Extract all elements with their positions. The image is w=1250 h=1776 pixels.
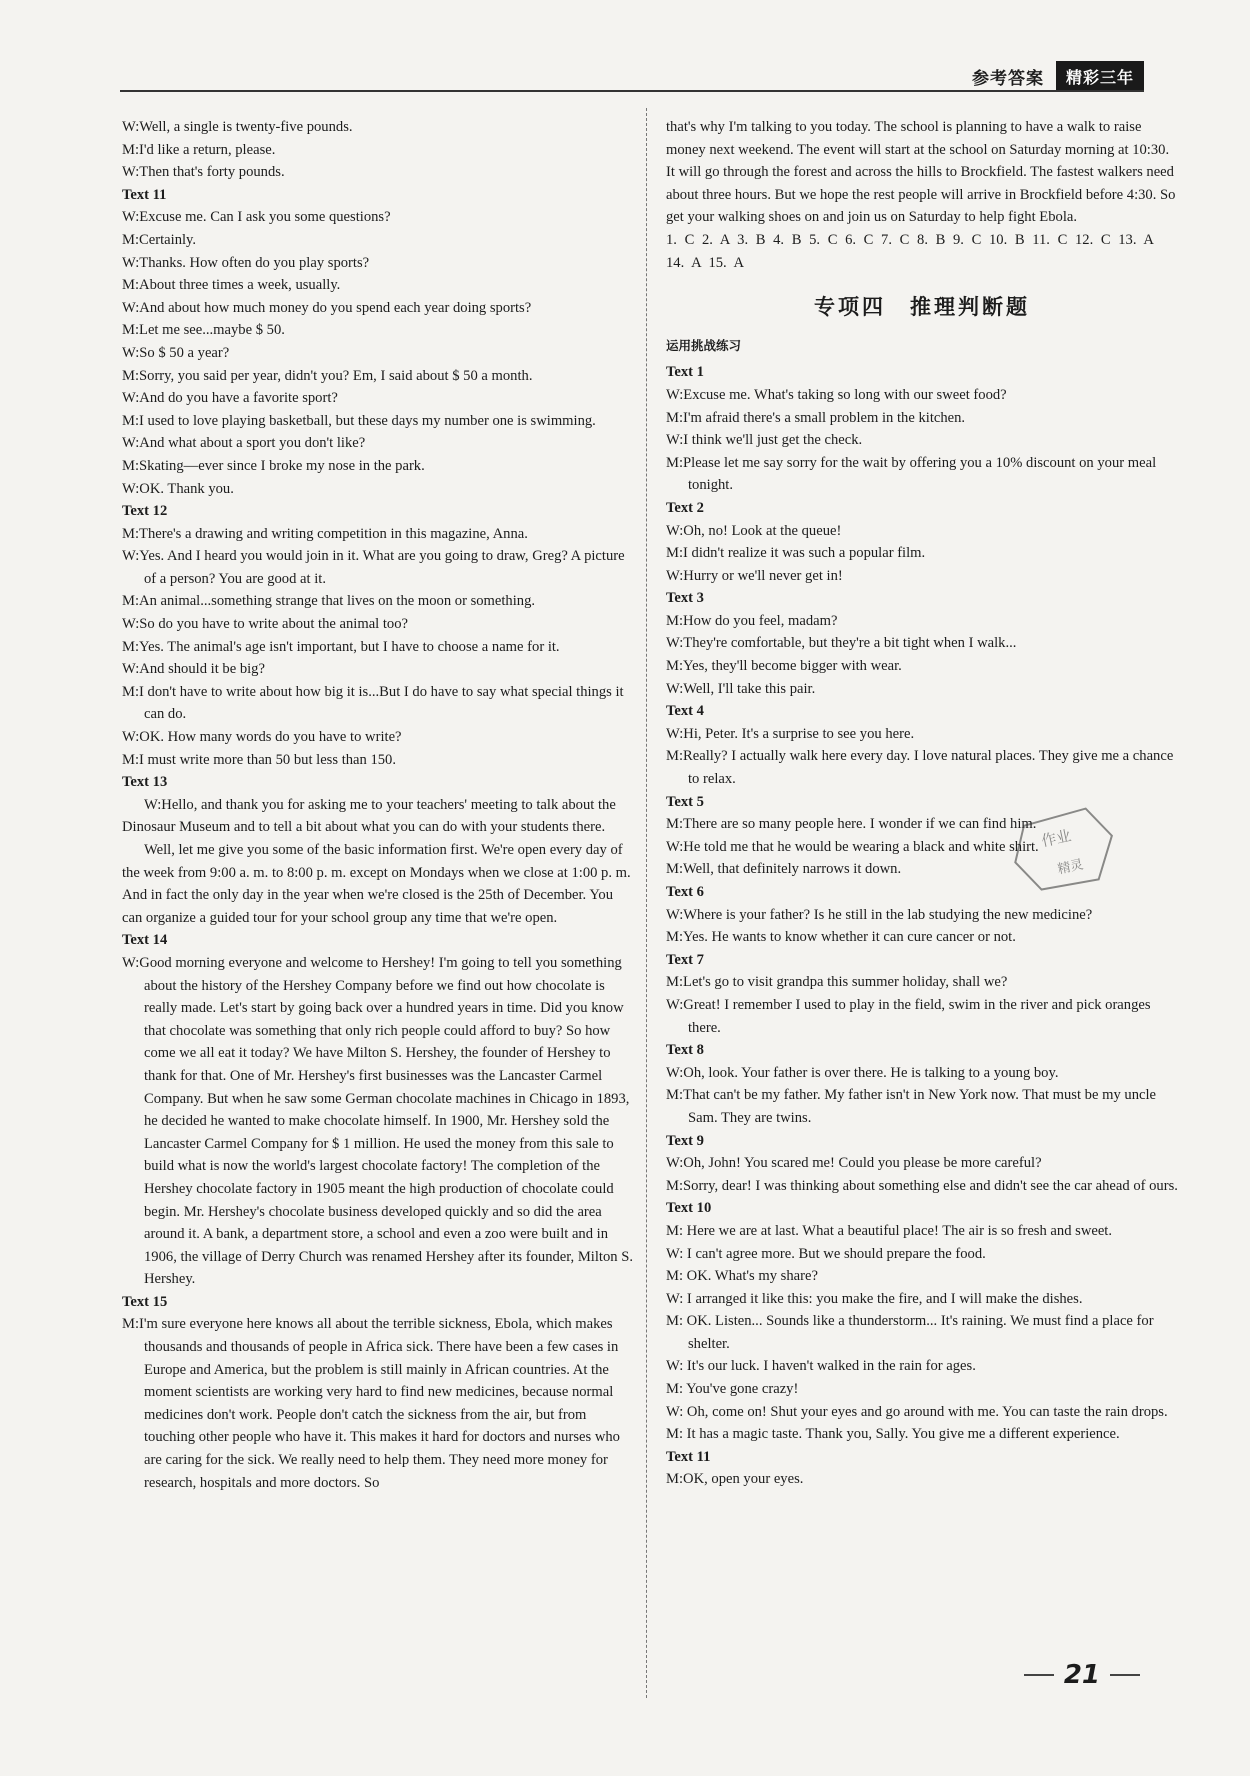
dialogue-line: W: It's our luck. I haven't walked in the rain for ages. bbox=[666, 1358, 976, 1375]
dialogue-line: W:Yes. And I heard you would join in it. What are you going to draw, Greg? A picture of a person? You are good at it. bbox=[122, 548, 625, 587]
section-heading: Text 4 bbox=[666, 703, 704, 720]
subsection-title: 运用挑战练习 bbox=[666, 337, 742, 353]
dialogue-line: W:Oh, no! Look at the queue! bbox=[666, 522, 842, 539]
dialogue-line: W:Well, I'll take this pair. bbox=[666, 680, 816, 697]
dialogue-line: W:He told me that he would be wearing a black and white shirt. bbox=[666, 838, 1039, 855]
dialogue-line: M:I'd like a return, please. bbox=[122, 141, 276, 158]
section-heading: Text 9 bbox=[666, 1132, 704, 1149]
dialogue-line: M:OK, open your eyes. bbox=[666, 1471, 804, 1488]
section-heading: Text 2 bbox=[666, 499, 704, 516]
answer-key: 1. C 2. A 3. B 4. B 5. C 6. C 7. C 8. B 9. C 10. B 11. C 12. C 13. A 14. A 15. A bbox=[666, 231, 1154, 271]
dialogue-line: M:I must write more than 50 but less than 150. bbox=[122, 751, 397, 768]
dialogue-line: W:Hi, Peter. It's a surprise to see you here. bbox=[666, 725, 915, 742]
dialogue-line: M:I'm afraid there's a small problem in the kitchen. bbox=[666, 409, 966, 426]
dialogue-line: M:Let's go to visit grandpa this summer holiday, shall we? bbox=[666, 974, 1008, 991]
dialogue-line: W:I think we'll just get the check. bbox=[666, 432, 863, 449]
dialogue-line: W:They're comfortable, but they're a bit tight when I walk... bbox=[666, 635, 1017, 652]
dialogue-line: W:Excuse me. Can I ask you some questions? bbox=[122, 209, 391, 226]
dialogue-line: M:Skating—ever since I broke my nose in the park. bbox=[122, 457, 425, 474]
stamp-bottom-text: 精灵 bbox=[1056, 857, 1085, 878]
dialogue-line: W:Hurry or we'll never get in! bbox=[666, 567, 843, 584]
section-heading: Text 11 bbox=[122, 186, 167, 203]
dialogue-line: M:Yes, they'll become bigger with wear. bbox=[666, 658, 902, 675]
dialogue-line: W:So do you have to write about the animal too? bbox=[122, 616, 408, 633]
stamp-top-text: 作业 bbox=[1039, 826, 1073, 851]
dialogue-line: M:About three times a week, usually. bbox=[122, 277, 341, 294]
section-heading: Text 15 bbox=[122, 1293, 168, 1310]
dialogue-line: M: Here we are at last. What a beautiful place! The air is so fresh and sweet. bbox=[666, 1222, 1113, 1239]
dialogue-line: W:Excuse me. What's taking so long with our sweet food? bbox=[666, 386, 1007, 403]
dialogue-line: M:Really? I actually walk here every day. I love natural places. They give me a chance to relax. bbox=[666, 748, 1174, 788]
page-number-text: 21 bbox=[1063, 1660, 1100, 1690]
dialogue-line: W:Great! I remember I used to play in the field, swim in the river and pick oranges there. bbox=[666, 996, 1151, 1036]
left-column bbox=[122, 116, 634, 1494]
dialogue-line: M:Please let me say sorry for the wait by offering you a 10% discount on your meal tonight. bbox=[666, 454, 1157, 494]
dialogue-line: W:Thanks. How often do you play sports? bbox=[122, 254, 370, 271]
dialogue-line: M:Sorry, you said per year, didn't you? Em, I said about $ 50 a month. bbox=[122, 367, 533, 384]
dialogue-line: M:That can't be my father. My father isn't in New York now. That must be my uncle Sam. They are twins. bbox=[666, 1087, 1157, 1126]
page-number bbox=[1014, 1660, 1150, 1690]
page-number-dash-left bbox=[1024, 1674, 1054, 1676]
dialogue-line: M: You've gone crazy! bbox=[666, 1381, 799, 1398]
dialogue-line: M:I used to love playing basketball, but these days my number one is swimming. bbox=[122, 412, 596, 429]
header-badge: 精彩三年 bbox=[1056, 61, 1144, 92]
dialogue-line: W:Oh, look. Your father is over there. He is talking to a young boy. bbox=[666, 1064, 1059, 1081]
dialogue-line: M:Yes. He wants to know whether it can cure cancer or not. bbox=[666, 929, 1016, 946]
dialogue-line: M:Yes. The animal's age isn't important, but I have to choose a name for it. bbox=[122, 638, 560, 655]
dialogue-line: W:Good morning everyone and welcome to Hershey! I'm going to tell you something about the history of the Hershey Company before we find out how chocolate is really made. Let's start by going back over a hundred years in time. Did you know that chocolate was something that only rich people could afford to buy? So how come we all eat it today? We have Milton S. Hershey, the founder of Hershey to thank for that. One of Mr. Hershey's first businesses was the Lancaster Carmel Company. But when he saw some German chocolate machines in Chicago in 1893, he decided he wanted to make chocolate himself. In 1900, Mr. Hershey sold the Lancaster Carmel Company for $ 1 million. He used the money from this sale to build what is now the world's largest chocolate factory! The completion of the Hershey chocolate factory in 1905 meant the high production of chocolate could begin. Mr. Hershey's chocolate business developed quickly and so did the area around it. A bank, a department store, a school and even a zoo were built and in 1906, the village of Derry Church was renamed Hershey after its founder, Milton S. Hershey. bbox=[122, 954, 633, 1288]
dialogue-line: W:So $ 50 a year? bbox=[122, 344, 230, 361]
section-heading: Text 6 bbox=[666, 884, 704, 900]
header-label: 参考答案 bbox=[971, 68, 1044, 89]
section-heading: Text 12 bbox=[122, 503, 168, 520]
dialogue-line: M:I didn't realize it was such a popular film. bbox=[666, 545, 926, 562]
dialogue-line: M:Sorry, dear! I was thinking about something else and didn't see the car ahead of ours. bbox=[666, 1177, 1178, 1194]
dialogue-line: W:Oh, John! You scared me! Could you please be more careful? bbox=[666, 1155, 1042, 1172]
dialogue-line: M: It has a magic taste. Thank you, Sally. You give me a different experience. bbox=[666, 1426, 1120, 1443]
dialogue-line: M:Well, that definitely narrows it down. bbox=[666, 861, 902, 878]
paragraph-continuation: that's why I'm talking to you today. The school is planning to have a walk to raise money next weekend. The event will start at the school on Saturday morning at 10:30. It will go through the forest and across the hills to Brockfield. The fastest walkers need about three hours. But we hope the rest people will arrive in Brockfield before 4:30. So get your walking shoes on and join us on Saturday to help fight Ebola. bbox=[666, 119, 1176, 226]
section-heading: Text 5 bbox=[666, 793, 704, 810]
dialogue-line: W:Well, a single is twenty-five pounds. bbox=[122, 119, 353, 135]
section-heading: Text 10 bbox=[666, 1200, 712, 1217]
dialogue-line: M:There are so many people here. I wonder if we can find him. bbox=[666, 816, 1037, 833]
page-number-dash-right bbox=[1110, 1674, 1140, 1676]
section-title: 专项四 推理判断题 bbox=[814, 295, 1030, 320]
dialogue-line: W: I arranged it like this: you make the fire, and I will make the dishes. bbox=[666, 1290, 1083, 1307]
dialogue-line: M: OK. What's my share? bbox=[666, 1268, 818, 1285]
dialogue-line: W:And do you have a favorite sport? bbox=[122, 390, 338, 407]
dialogue-line: M:I'm sure everyone here knows all about the terrible sickness, Ebola, which makes thousands and thousands of people in Africa sick. There have been a few cases in Europe and America, but the problem is still mainly in African countries. At the moment scientists are working very hard to find new medicines, because normal medicines don't work. People don't catch the sickness from the air, but from touching other people who have it. This makes it hard for doctors and nurses who are caring for the sick. We really need to help them. They need more money for research, hospitals and more doctors. So bbox=[122, 1316, 620, 1491]
section-heading: Text 1 bbox=[666, 364, 704, 381]
dialogue-line: M:How do you feel, madam? bbox=[666, 612, 838, 629]
dialogue-line: W:OK. Thank you. bbox=[122, 480, 234, 497]
dialogue-line: W:And about how much money do you spend each year doing sports? bbox=[122, 299, 532, 316]
column-divider bbox=[646, 108, 647, 1698]
dialogue-line: M: OK. Listen... Sounds like a thunderstorm... It's raining. We must find a place for shelter. bbox=[666, 1313, 1154, 1352]
page-header bbox=[972, 60, 1144, 92]
section-heading: Text 14 bbox=[122, 932, 168, 949]
section-heading: Text 3 bbox=[666, 590, 704, 607]
dialogue-line: W:Then that's forty pounds. bbox=[122, 164, 285, 181]
dialogue-line: W: Oh, come on! Shut your eyes and go around with me. You can taste the rain drops. bbox=[666, 1403, 1168, 1420]
dialogue-line: W:And should it be big? bbox=[122, 661, 265, 678]
dialogue-line: W: I can't agree more. But we should prepare the food. bbox=[666, 1245, 986, 1262]
paragraph: Well, let me give you some of the basic information first. We're open every day of the week from 9:00 a. m. to 8:00 p. m. except on Mondays when we close at 1:00 p. m. And in fact the only day in the year when we're closed is the 25th of December. You can organize a guided tour for your school group any time that we're open. bbox=[122, 842, 631, 926]
dialogue-line: M:There's a drawing and writing competition in this magazine, Anna. bbox=[122, 525, 528, 542]
dialogue-line: M:Certainly. bbox=[122, 231, 197, 248]
header-rule bbox=[120, 90, 1144, 92]
section-heading: Text 7 bbox=[666, 951, 704, 968]
dialogue-line: M:Let me see...maybe $ 50. bbox=[122, 322, 285, 339]
paragraph: W:Hello, and thank you for asking me to your teachers' meeting to talk about the Dinosaur Museum and to tell a bit about what you can do with your students there. bbox=[122, 796, 616, 836]
section-heading: Text 8 bbox=[666, 1042, 704, 1059]
dialogue-line: M:An animal...something strange that lives on the moon or something. bbox=[122, 593, 536, 610]
section-heading: Text 11 bbox=[666, 1448, 711, 1465]
dialogue-line: M:I don't have to write about how big it is...But I do have to say what special things it can do. bbox=[122, 683, 624, 723]
dialogue-line: W:OK. How many words do you have to write? bbox=[122, 729, 402, 746]
section-heading: Text 13 bbox=[122, 774, 168, 791]
dialogue-line: W:Where is your father? Is he still in the lab studying the new medicine? bbox=[666, 906, 1093, 923]
dialogue-line: W:And what about a sport you don't like? bbox=[122, 435, 366, 452]
